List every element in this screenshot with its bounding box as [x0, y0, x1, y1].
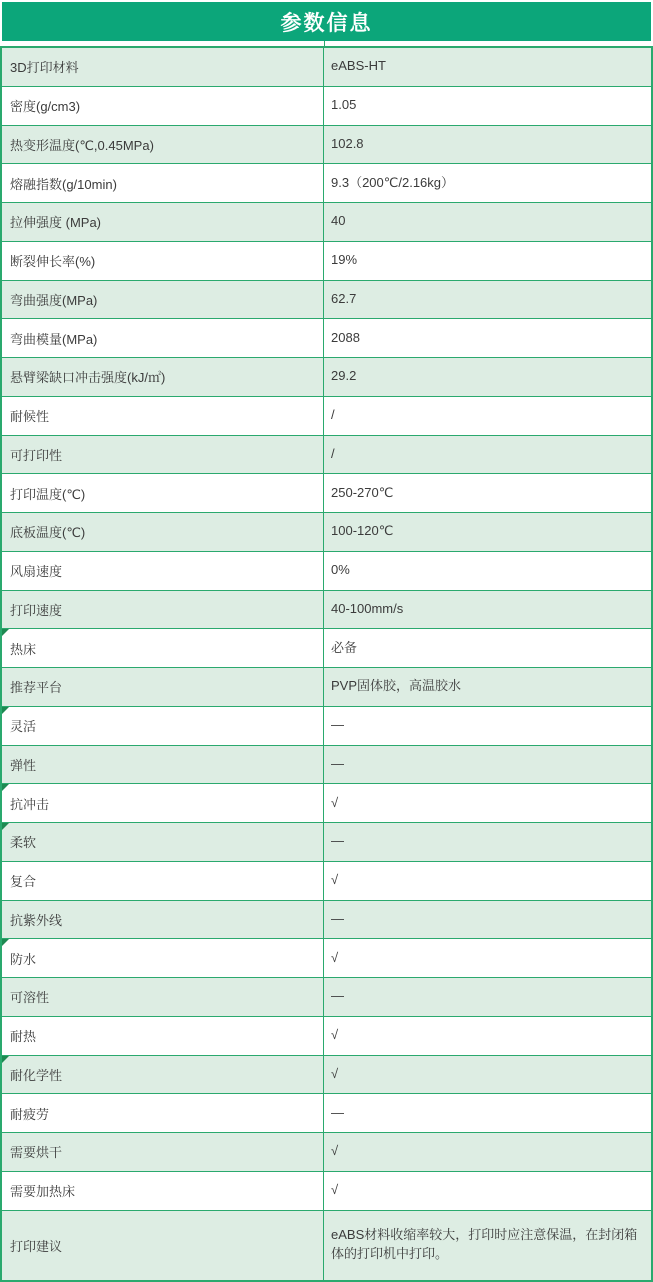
table-row: [2, 48, 651, 87]
row-label: 密度(g/cm3): [10, 99, 81, 115]
row-value: —: [331, 988, 344, 1004]
row-label-cell: [2, 823, 324, 861]
row-label: 耐化学性: [10, 1067, 63, 1083]
flag-triangle-icon: [2, 629, 9, 636]
table-row: [2, 358, 651, 397]
row-label-cell: [2, 901, 324, 939]
row-label-cell: [2, 668, 324, 706]
table-row: [2, 629, 651, 668]
row-label: 弯曲强度(MPa): [10, 292, 98, 308]
row-value: PVP固体胶，高温胶水: [331, 678, 462, 694]
table-row: [2, 591, 651, 630]
table-row: [2, 1133, 651, 1172]
table-title-bar: [2, 2, 651, 41]
row-value: 0%: [331, 562, 350, 578]
row-value: 29.2: [331, 368, 357, 384]
table-row: [2, 784, 651, 823]
table-row: [2, 1094, 651, 1133]
flag-triangle-icon: [2, 939, 9, 946]
row-label: 悬臂梁缺口冲击强度(kJ/㎡): [10, 370, 166, 386]
row-label: 可溶性: [10, 990, 50, 1006]
row-label: 抗紫外线: [10, 912, 63, 928]
table-row: [2, 939, 651, 978]
table-row: [2, 87, 651, 126]
row-label: 热床: [10, 641, 37, 657]
row-value: 250-270℃: [331, 484, 394, 500]
table-row: [2, 1056, 651, 1095]
row-value: 40-100mm/s: [331, 600, 404, 616]
row-label: 复合: [10, 874, 37, 890]
row-value: —: [331, 755, 344, 771]
table-row: [2, 474, 651, 513]
parameter-table: [0, 46, 653, 1282]
row-label: 需要加热床: [10, 1184, 76, 1200]
row-label-cell: [2, 939, 324, 977]
table-row: [2, 126, 651, 165]
row-value: √: [331, 1065, 339, 1081]
row-label: 打印速度: [10, 602, 63, 618]
table-row: [2, 164, 651, 203]
row-value: —: [331, 910, 344, 926]
row-label-cell: [2, 1133, 324, 1171]
row-value: 40: [331, 213, 346, 229]
row-label: 推荐平台: [10, 680, 63, 696]
row-label: 3D打印材料: [10, 60, 79, 76]
table-row: [2, 862, 651, 901]
row-value: 102.8: [331, 135, 364, 151]
row-label-cell: [2, 862, 324, 900]
row-label: 打印建议: [10, 1238, 63, 1254]
table-row: [2, 203, 651, 242]
row-label-cell: [2, 1056, 324, 1094]
row-label-cell: [2, 746, 324, 784]
row-label: 弹性: [10, 757, 37, 773]
table-row: [2, 668, 651, 707]
table-row: [2, 978, 651, 1017]
row-value: √: [331, 949, 339, 965]
row-label: 熔融指数(g/10min): [10, 176, 117, 192]
row-label-cell: [2, 87, 324, 125]
table-row: [2, 281, 651, 320]
row-value: —: [331, 717, 344, 733]
row-label: 防水: [10, 951, 37, 967]
row-label-cell: [2, 242, 324, 280]
row-label-cell: [2, 629, 324, 667]
row-label: 可打印性: [10, 447, 63, 463]
row-label: 拉伸强度 (MPa): [10, 215, 102, 231]
row-label: 底板温度(℃): [10, 525, 86, 541]
row-label-cell: [2, 164, 324, 202]
flag-triangle-icon: [2, 1056, 9, 1063]
row-label: 断裂伸长率(%): [10, 254, 96, 270]
row-value: 62.7: [331, 290, 357, 306]
row-label-cell: [2, 397, 324, 435]
row-label-cell: [2, 126, 324, 164]
table-row: [2, 513, 651, 552]
row-label-cell: [2, 1017, 324, 1055]
table-row: [2, 746, 651, 785]
flag-triangle-icon: [2, 823, 9, 830]
row-label-cell: [2, 591, 324, 629]
row-value: 2088: [331, 329, 360, 345]
table-row: [2, 242, 651, 281]
table-row: [2, 319, 651, 358]
row-value: √: [331, 872, 339, 888]
row-value: 100-120℃: [331, 523, 394, 539]
table-row: [2, 436, 651, 475]
row-label: 抗冲击: [10, 796, 50, 812]
row-value: eABS材料收缩率较大，打印时应注意保温，在封闭箱体的打印机中打印。: [331, 1227, 638, 1262]
row-label-cell: [2, 319, 324, 357]
row-label: 需要烘干: [10, 1145, 63, 1161]
table-row: [2, 1172, 651, 1211]
table-row: [2, 823, 651, 862]
row-label-cell: [2, 203, 324, 241]
table-row: [2, 1211, 651, 1281]
row-label: 打印温度(℃): [10, 486, 86, 502]
row-value: —: [331, 833, 344, 849]
row-label-cell: [2, 1211, 324, 1281]
row-label: 灵活: [10, 719, 37, 735]
row-value: eABS-HT: [331, 58, 386, 74]
row-value: 必备: [331, 639, 358, 655]
row-value: —: [331, 1104, 344, 1120]
row-value: √: [331, 1182, 339, 1198]
row-label-cell: [2, 552, 324, 590]
table-row: [2, 397, 651, 436]
table-row: [2, 901, 651, 940]
row-label-cell: [2, 281, 324, 319]
row-value: 9.3（200℃/2.16kg）: [331, 174, 455, 190]
flag-triangle-icon: [2, 784, 9, 791]
row-label-cell: [2, 358, 324, 396]
row-label-cell: [2, 784, 324, 822]
row-label: 风扇速度: [10, 564, 63, 580]
table-row: [2, 552, 651, 591]
row-label-cell: [2, 707, 324, 745]
row-label-cell: [2, 1094, 324, 1132]
row-label: 耐候性: [10, 409, 50, 425]
row-value: 19%: [331, 252, 358, 268]
row-value: √: [331, 1027, 339, 1043]
row-label-cell: [2, 48, 324, 86]
row-value: √: [331, 794, 339, 810]
table-row: [2, 1017, 651, 1056]
row-label-cell: [2, 436, 324, 474]
row-label: 热变形温度(℃,0.45MPa): [10, 137, 154, 153]
row-label: 弯曲模量(MPa): [10, 331, 98, 347]
table-row: [2, 707, 651, 746]
row-value: /: [331, 445, 335, 461]
row-label-cell: [2, 474, 324, 512]
table-title: 参数信息: [280, 11, 373, 35]
row-label: 耐热: [10, 1029, 37, 1045]
row-value: /: [331, 407, 335, 423]
row-label: 耐疲劳: [10, 1106, 50, 1122]
row-label: 柔软: [10, 835, 37, 851]
row-label-cell: [2, 513, 324, 551]
row-label-cell: [2, 1172, 324, 1210]
row-value: √: [331, 1143, 339, 1159]
row-label-cell: [2, 978, 324, 1016]
flag-triangle-icon: [2, 707, 9, 714]
row-value: 1.05: [331, 97, 357, 113]
